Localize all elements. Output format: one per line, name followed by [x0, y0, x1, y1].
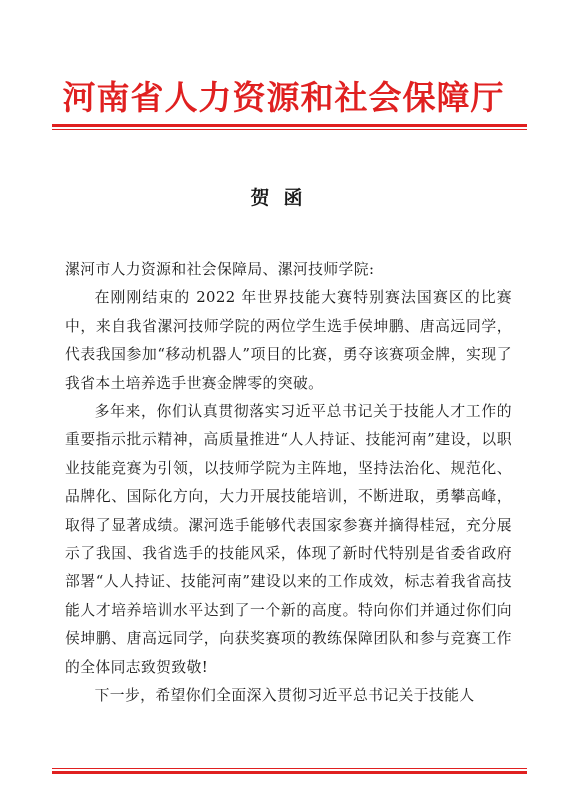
letterhead-rule-thin: [52, 129, 527, 130]
footer-rule-thick: [52, 771, 527, 774]
paragraph-1: 在刚刚结束的 2022 年世界技能大赛特别赛法国赛区的比赛中，来自我省漯河技师学院的两位学生选手侯坤鹏、唐高远同学，代表我国参加“移动机器人”项目的比赛，勇夺该赛项金牌，实现了我省本土培养选手世赛金牌零的突破。: [65, 289, 512, 392]
letterhead-rule-thick: [52, 124, 527, 127]
paragraph-3: 下一步，希望你们全面深入贯彻习近平总书记关于技能人: [94, 687, 475, 705]
document-title: 贺函: [250, 187, 317, 209]
document-body: [65, 256, 512, 711]
letterhead-title: 河南省人力资源和社会保障厅: [62, 78, 505, 117]
paragraph-2: 多年来，你们认真贯彻落实习近平总书记关于技能人才工作的重要指示批示精神，高质量推进“人人持证、技能河南”建设，以职业技能竞赛为引领，以技师学院为主阵地，坚持法治化、规范化、品牌化、国际化方向，大力开展技能培训，不断进取，勇攀高峰，取得了显著成绩。漯河选手能够代表国家参赛并摘得桂冠，充分展示了我国、我省选手的技能风采，体现了新时代特别是省委省政府部署“人人持证、技能河南”建设以来的工作成效，标志着我省高技能人才培养培训水平达到了一个新的高度。特向你们并通过你们向侯坤鹏、唐高远同学，向获奖赛项的教练保障团队和参与竞赛工作的全体同志致贺致敬!: [65, 403, 512, 676]
salutation: 漯河市人力资源和社会保障局、漯河技师学院:: [65, 261, 375, 278]
footer-rule-thin: [52, 768, 527, 769]
